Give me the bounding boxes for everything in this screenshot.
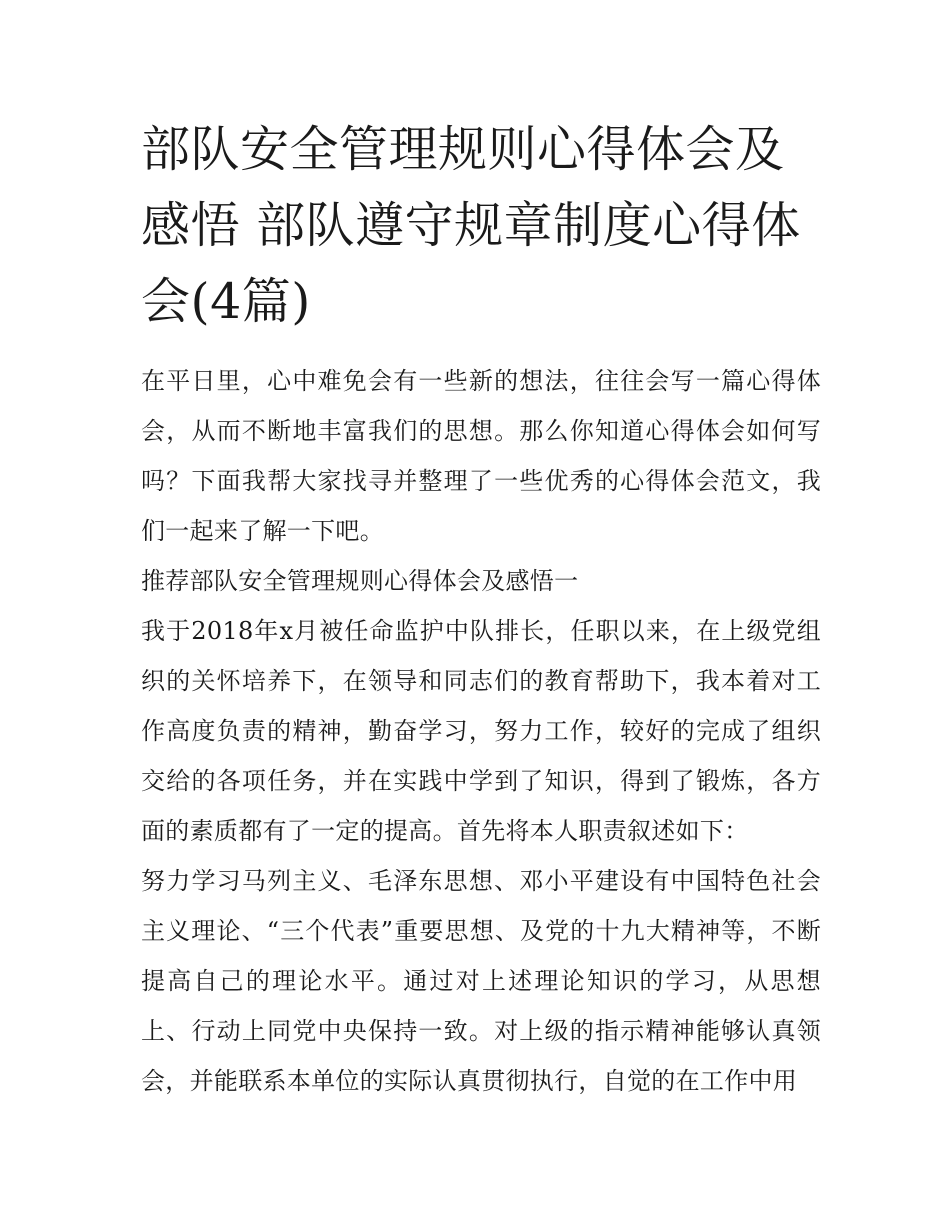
document-body — [141, 112, 821, 1106]
document-title: 部队安全管理规则心得体会及感悟 部队遵守规章制度心得体会(4篇) — [141, 121, 801, 330]
body-paragraph: 努力学习马列主义、毛泽东思想、邓小平建设有中国特色社会主义理论、“三个代表”重要思想、及党的十九大精神等，不断提高自己的理论水平。通过对上述理论知识的学习，从思想上、行动上同党中央保持一致。对上级的指示精神能够认真领会，并能联系本单位的实际认真贯彻执行，自觉的在工作中用 — [141, 867, 821, 1095]
intro-paragraph: 在平日里，心中难免会有一些新的想法，往往会写一篇心得体会，从而不断地丰富我们的思想。那么你知道心得体会如何写吗？下面我帮大家找寻并整理了一些优秀的心得体会范文，我们一起来了解一下吧。 — [141, 367, 821, 545]
section-heading: 推荐部队安全管理规则心得体会及感悟一 — [141, 567, 579, 595]
body-paragraph: 我于2018年x月被任命监护中队排长，任职以来，在上级党组织的关怀培养下，在领导和同志们的教育帮助下，我本着对工作高度负责的精神，勤奋学习，努力工作，较好的完成了组织交给的各项任务，并在实践中学到了知识，得到了锻炼，各方面的素质都有了一定的提高。首先将本人职责叙述如下： — [141, 617, 821, 845]
